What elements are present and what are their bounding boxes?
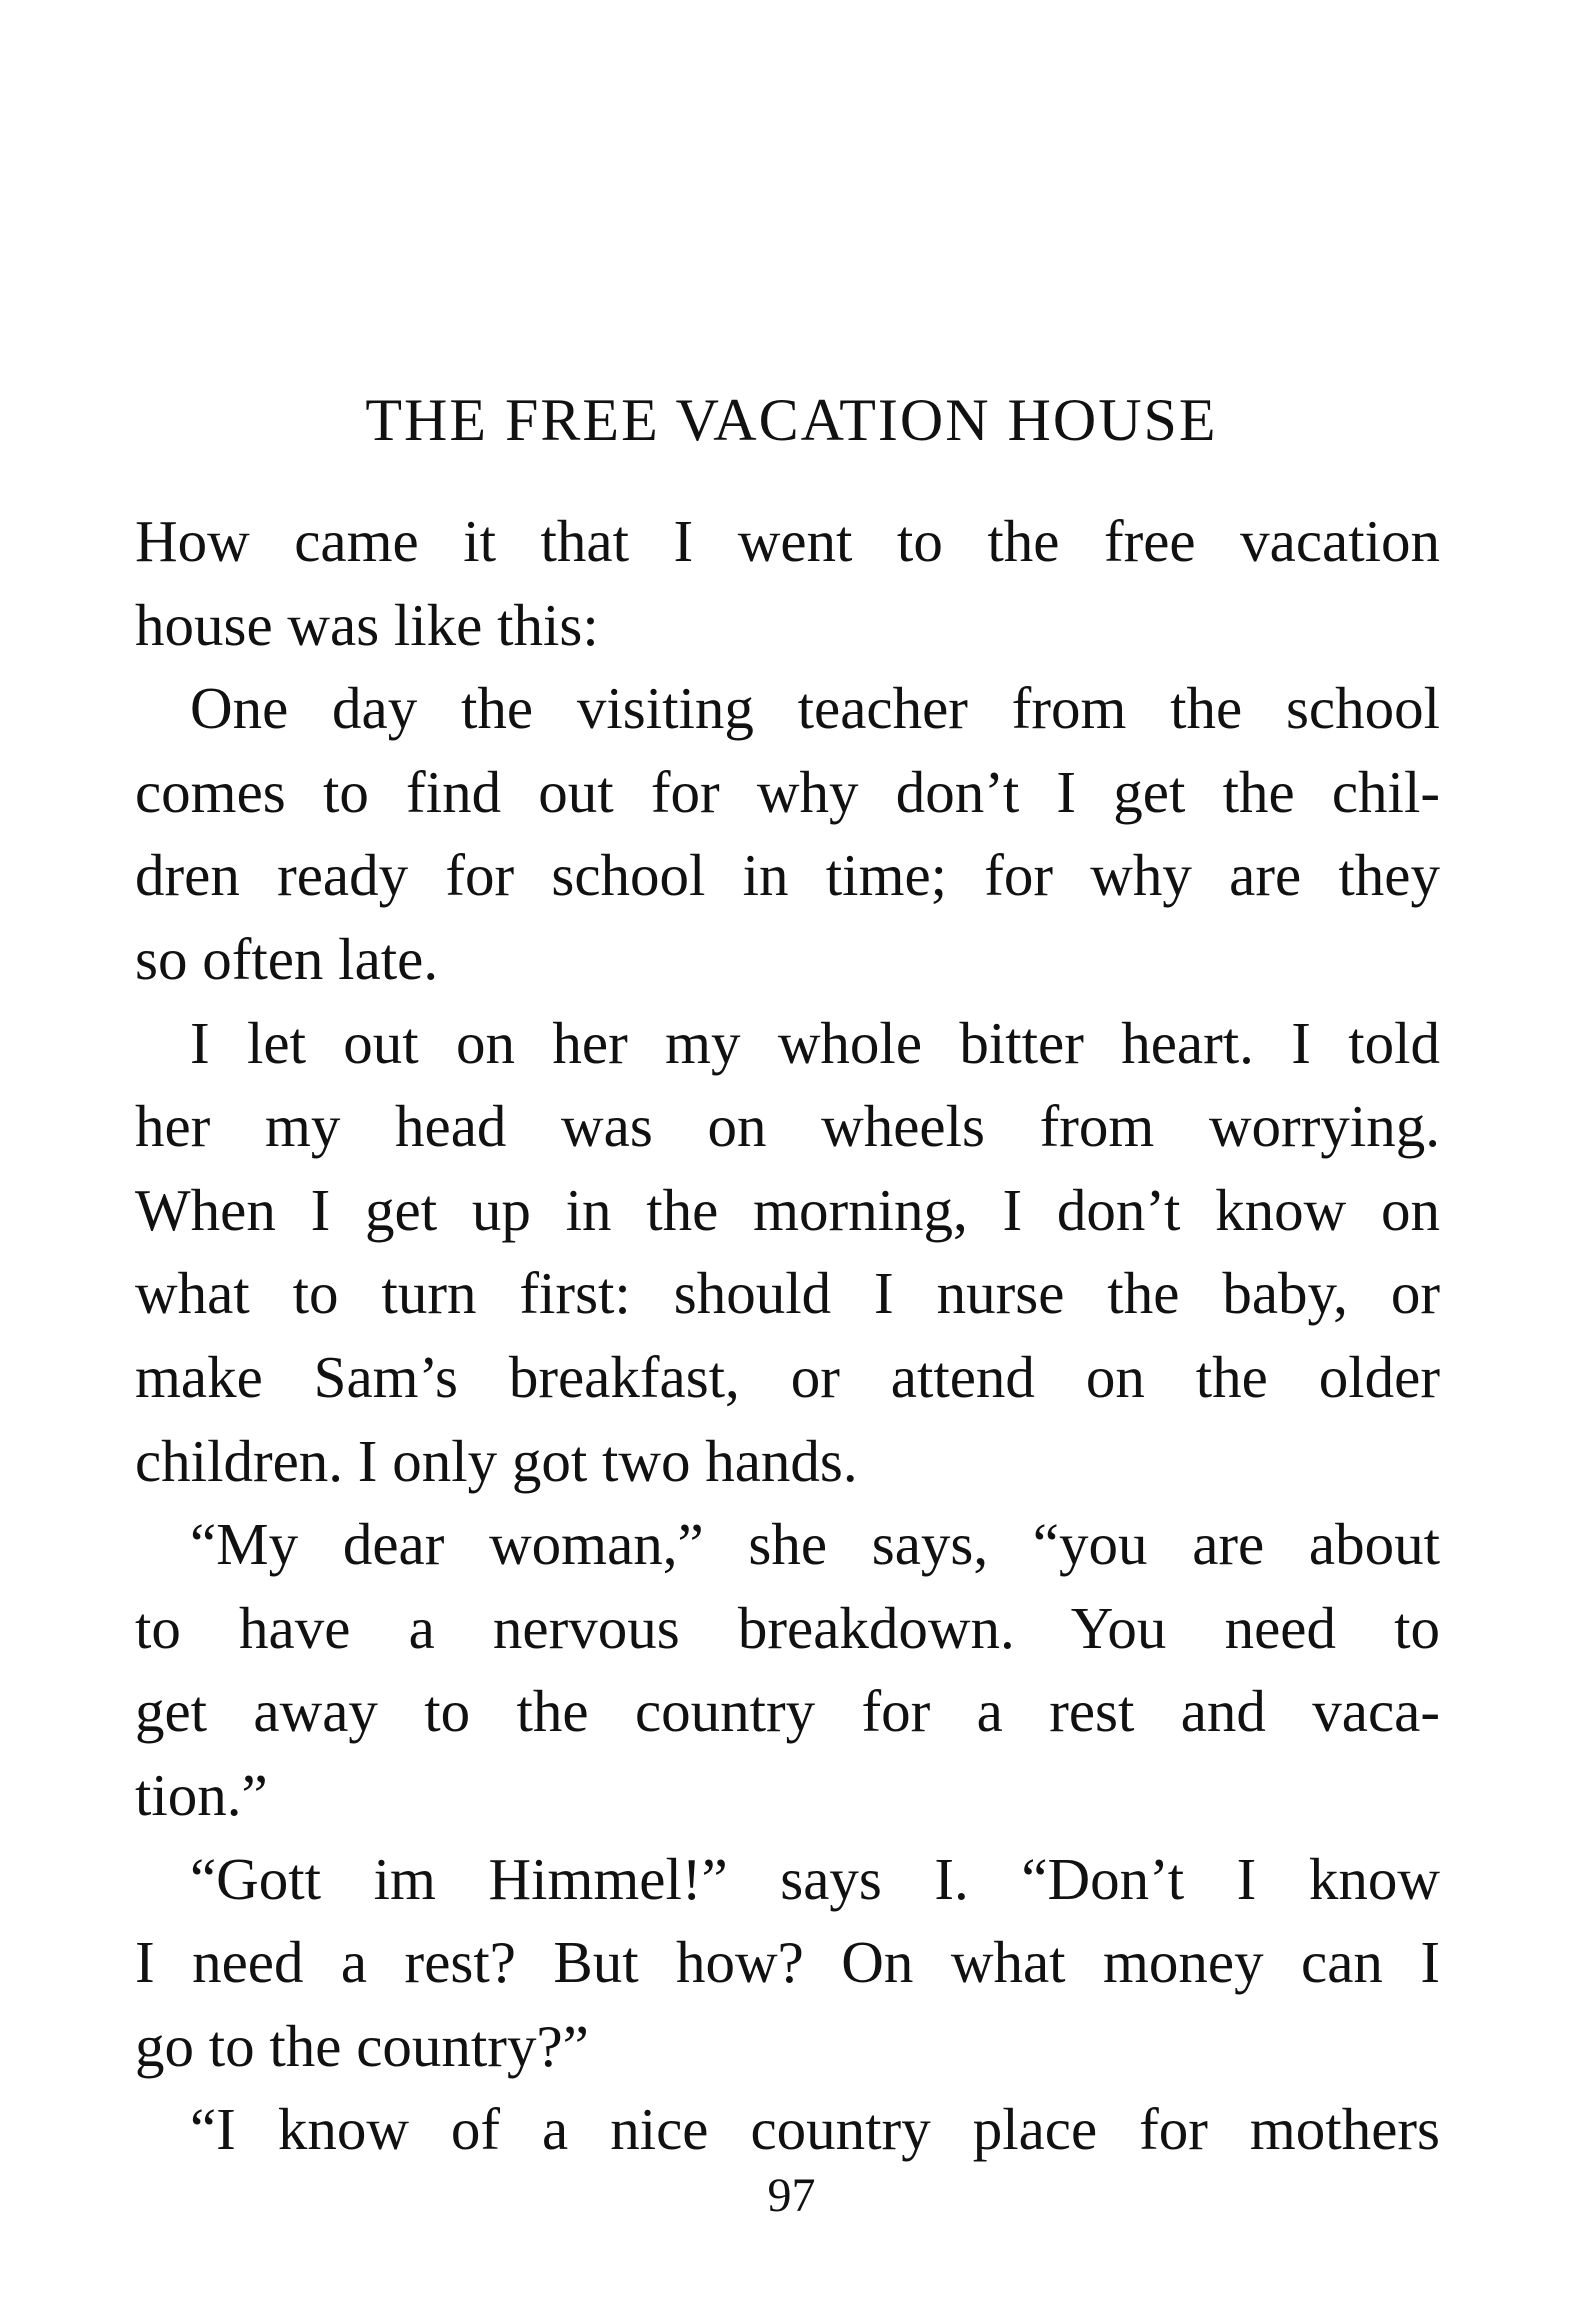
- page-number: 97: [767, 2169, 816, 2222]
- text-line: dren ready for school in time; for why are they: [135, 842, 1440, 909]
- text-line: I let out on her my whole bitter heart. I told: [190, 1009, 1440, 1076]
- text-line: I need a rest? But how? On what money can I: [135, 1929, 1440, 1996]
- text-line: “I know of a nice country place for mothers: [190, 2096, 1440, 2163]
- text-line: what to turn first: should I nurse the baby, or: [135, 1260, 1440, 1327]
- text-line: “Gott im Himmel!” says I. “Don’t I know: [190, 1845, 1440, 1912]
- text-line: tion.”: [135, 1761, 268, 1828]
- text-line: One day the visiting teacher from the school: [190, 675, 1440, 742]
- text-line: make Sam’s breakfast, or attend on the older: [135, 1343, 1440, 1410]
- text-line: “My dear woman,” she says, “you are about: [190, 1511, 1440, 1578]
- text-line: so often late.: [135, 925, 439, 992]
- text-line: to have a nervous breakdown. You need to: [135, 1594, 1440, 1661]
- text-line: her my head was on wheels from worrying.: [135, 1093, 1440, 1160]
- text-line: How came it that I went to the free vacation: [135, 508, 1440, 574]
- text-line: go to the country?”: [135, 2012, 589, 2079]
- text-line: When I get up in the morning, I don’t know on: [135, 1176, 1440, 1243]
- chapter-title: THE FREE VACATION HOUSE: [365, 387, 1218, 453]
- text-line: house was like this:: [135, 591, 599, 658]
- body-text: [135, 500, 1440, 2172]
- text-line: children. I only got two hands.: [135, 1427, 858, 1494]
- text-line: get away to the country for a rest and vaca-: [135, 1678, 1440, 1745]
- text-line: comes to find out for why don’t I get the chil-: [135, 758, 1440, 825]
